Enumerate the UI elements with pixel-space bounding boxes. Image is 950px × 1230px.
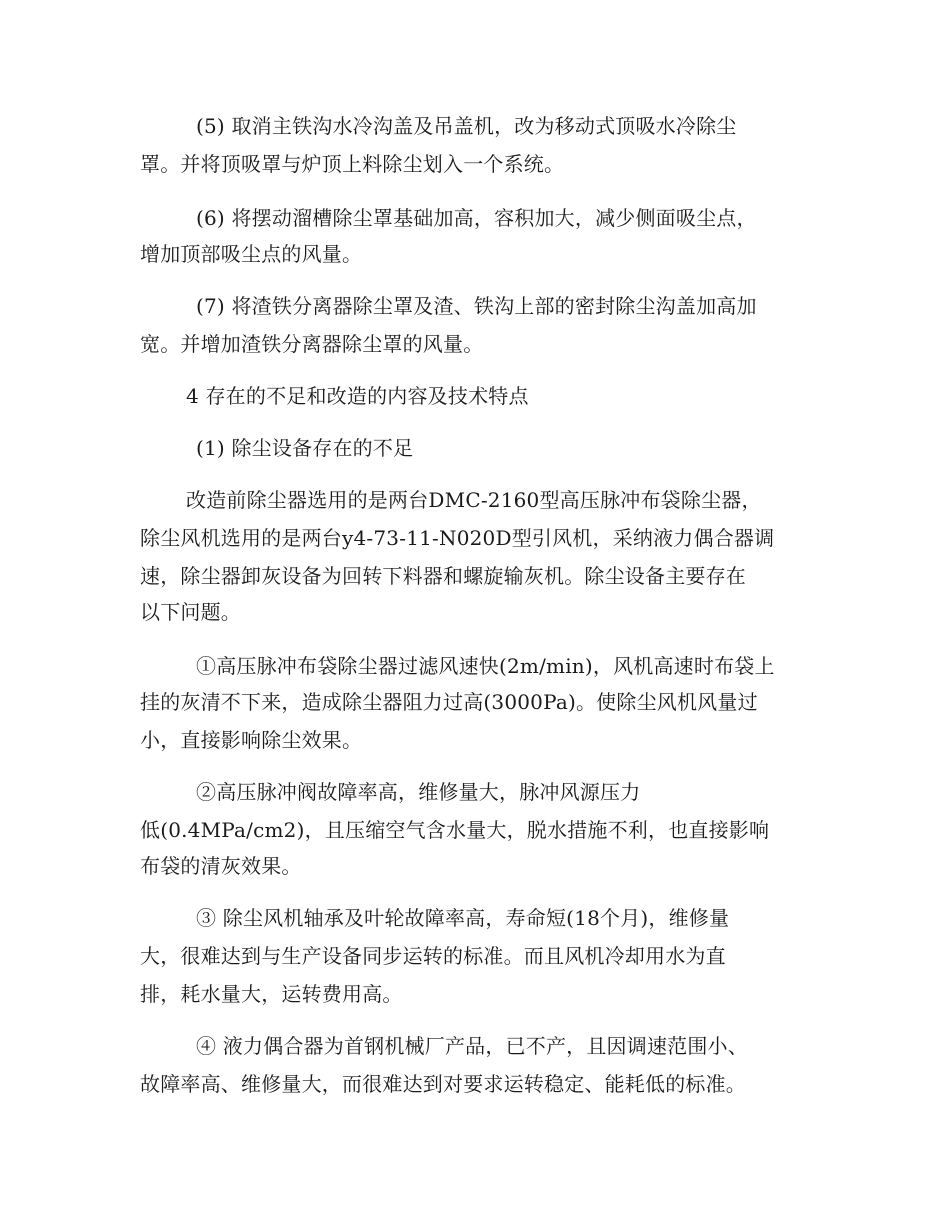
paragraph-intro-line-1: 改造前除尘器选用的是两台DMC-2160型高压脉冲布袋除尘器， bbox=[186, 488, 762, 512]
item-1-line-2: 挂的灰清不下来，造成除尘器阻力过高(3000Pa)。使除尘风机风量过 bbox=[140, 690, 758, 714]
item-3-line-3: 排，耗水量大，运转费用高。 bbox=[140, 982, 403, 1006]
item-3-line-1: ③ 除尘风机轴承及叶轮故障率高，寿命短(18个月)，维修量 bbox=[196, 906, 730, 930]
item-2-line-1: ②高压脉冲阀故障率高，维修量大，脉冲风源压力 bbox=[196, 780, 641, 804]
paragraph-intro-line-2: 除尘风机选用的是两台y4-73-11-N020D型引风机，采纳液力偶合器调 bbox=[140, 526, 775, 550]
paragraph-5-line-1: (5) 取消主铁沟水冷沟盖及吊盖机，改为移动式顶吸水冷除尘 bbox=[196, 114, 737, 138]
item-4-line-2: 故障率高、维修量大，而很难达到对要求运转稳定、能耗低的标准。 bbox=[140, 1072, 746, 1096]
paragraph-intro-line-4: 以下问题。 bbox=[140, 600, 241, 624]
item-3-line-2: 大，很难达到与生产设备同步运转的标准。而且风机冷却用水为直 bbox=[140, 944, 726, 968]
paragraph-7-line-1: (7) 将渣铁分离器除尘罩及渣、铁沟上部的密封除尘沟盖加高加 bbox=[196, 294, 757, 318]
item-1-line-1: ①高压脉冲布袋除尘器过滤风速快(2m/min)，风机高速时布袋上 bbox=[196, 654, 775, 678]
paragraph-6-line-1: (6) 将摆动溜槽除尘罩基础加高，容积加大，减少侧面吸尘点， bbox=[196, 206, 757, 230]
item-1-line-3: 小，直接影响除尘效果。 bbox=[140, 728, 363, 752]
subsection-heading: (1) 除尘设备存在的不足 bbox=[196, 436, 414, 460]
section-heading: 4 存在的不足和改造的内容及技术特点 bbox=[186, 384, 529, 408]
item-2-line-2: 低(0.4MPa/cm2)，且压缩空气含水量大，脱水措施不利，也直接影响 bbox=[140, 818, 770, 842]
item-2-line-3: 布袋的清灰效果。 bbox=[140, 854, 302, 878]
paragraph-7-line-2: 宽。并增加渣铁分离器除尘罩的风量。 bbox=[140, 332, 484, 356]
item-4-line-1: ④ 液力偶合器为首钢机械厂产品，已不产，且因调速范围小、 bbox=[196, 1034, 748, 1058]
paragraph-intro-line-3: 速，除尘器卸灰设备为回转下料器和螺旋输灰机。除尘设备主要存在 bbox=[140, 564, 746, 588]
paragraph-5-line-2: 罩。并将顶吸罩与炉顶上料除尘划入一个系统。 bbox=[140, 152, 565, 176]
paragraph-6-line-2: 增加顶部吸尘点的风量。 bbox=[140, 242, 363, 266]
